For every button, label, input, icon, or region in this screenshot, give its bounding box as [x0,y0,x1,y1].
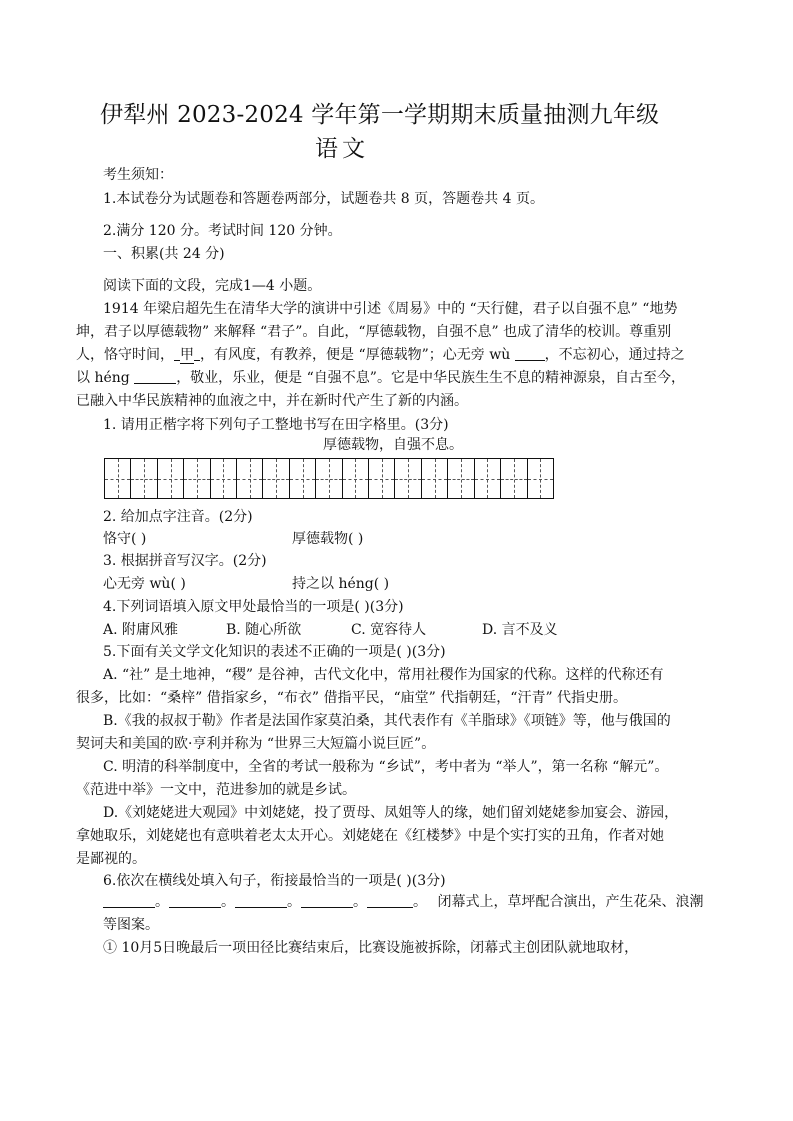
tianzige-cell[interactable] [395,459,421,498]
notice-item-1: 1.本试卷分为试题卷和答题卷两部分，试题卷共 8 页，答题卷共 4 页。 [103,191,544,207]
tianzige-cell[interactable] [501,459,527,498]
question-6-item-1: ① 10月5日晚最后一项田径比赛结束后，比赛设施被拆除，闭幕式主创团队就地取材， [103,940,639,956]
tianzige-cell[interactable] [211,459,237,498]
question-5-b-line-1: B.《我的叔叔于勒》作者是法国作家莫泊桑，其代表作有《羊脂球》《项链》等，他与俄国的 [103,713,671,729]
marker-jia: 甲 [180,347,194,363]
question-3: 3. 根据拼音写汉字。(2分) [103,553,267,569]
answer-blank[interactable] [103,893,155,908]
question-1-sentence: 厚德载物，自强不息。 [323,437,463,453]
answer-blank[interactable] [169,893,221,908]
answer-blank[interactable] [515,346,545,361]
question-2-b: 厚德载物( ) [292,531,364,547]
exam-title: 伊犁州 2023-2024 学年第一学期期末质量抽测九年级 [100,102,660,128]
passage-text: ，不忘初心，通过持之 [544,347,685,363]
passage-line-2: 坤，君子以厚德载物” 来解释 “君子”。自此，“厚德载物，自强不息” 也成了清华的校训。尊重别 [76,324,672,340]
question-5-d-line-3: 是鄙视的。 [76,851,146,867]
tianzige-cell[interactable] [105,459,131,498]
passage-line-5: 已融入中华民族精神的血液之中，并在新时代产生了新的内涵。 [76,393,468,409]
question-2-a: 恪守( ) [103,531,147,547]
answer-blank[interactable] [134,369,176,384]
passage-line-1: 1914 年梁启超先生在清华大学的演讲中引述《周易》中的 “天行健，君子以自强不息” “地势 [103,301,678,317]
tianzige-cell[interactable] [263,459,289,498]
question-5: 5.下面有关文学文化知识的表述不正确的一项是( )(3分) [103,644,446,660]
passage-line-4 [76,369,685,387]
question-1: 1. 请用正楷字将下列句子工整地书写在田字格里。(3分) [103,417,449,433]
passage-text: ，有风度，有教养，便是 “厚德载物”；心无旁 wù [200,347,515,363]
tianzige-cell[interactable] [528,459,553,498]
question-3-a: 心无旁 wù( ) [103,576,186,592]
tianzige-cell[interactable] [316,459,342,498]
section-heading: 一、积累(共 24 分) [103,246,225,262]
question-3-b: 持之以 héng( ) [292,576,390,592]
question-5-d-line-2: 拿她取乐，刘姥姥也有意哄着老太太开心。刘姥姥在《红楼梦》中是个实打实的丑角，作者对她 [76,828,664,844]
tianzige-cell[interactable] [369,459,395,498]
question-5-c-line-1: C. 明清的科举制度中，全省的考试一般称为 “乡试”，考中者为 “举人”，第一名称 “解元”。 [103,759,669,775]
question-4-option-b: B. 随心所欲 [226,622,302,638]
tianzige-cell[interactable] [131,459,157,498]
tianzige-cell[interactable] [448,459,474,498]
question-5-d-line-1: D.《刘姥姥进大观园》中刘姥姥，投了贾母、凤姐等人的缘，她们留刘姥姥参加宴会、游园， [103,805,679,821]
question-6-tail: 闭幕式上，草坪配合演出，产生花朵、浪潮 [437,894,704,910]
question-4-option-c: C. 宽容待人 [351,622,427,638]
tianzige-cell[interactable] [184,459,210,498]
passage-line-3 [76,346,685,364]
tianzige-cell[interactable] [237,459,263,498]
question-4-option-a: A. 附庸风雅 [103,622,179,638]
tianzige-cell[interactable] [343,459,369,498]
question-5-a-line-2: 很多，比如：“桑梓” 借指家乡，“布衣” 借指平民，“庙堂” 代指朝廷，“汗青” 代指史册。 [76,690,628,706]
passage-text: ，敬业，乐业，便是 “自强不息”。它是中华民族生生不息的精神源泉，自古至今， [176,370,685,386]
question-5-b-line-2: 契诃夫和美国的欧·亨利并称为 “世界三大短篇小说巨匠”。 [76,736,436,752]
question-5-a-line-1: A. “社” 是土地神，“稷” 是谷神，古代文化中，常用社稷作为国家的代称。这样的代称还有 [103,667,664,683]
answer-blank[interactable] [301,893,353,908]
subject-title: 语文 [315,136,369,162]
question-5-c-line-2: 《范进中举》一文中，范进参加的就是乡试。 [76,782,356,798]
passage-text: 以 héng [76,370,135,386]
notice-item-2: 2.满分 120 分。考试时间 120 分钟。 [103,223,342,239]
question-6-blanks: 。 。 。 。 。 闭幕式上，草坪配合演出，产生花朵、浪潮 [103,893,703,911]
notice-heading: 考生须知： [103,167,173,183]
question-4-option-d: D. 言不及义 [482,622,558,638]
tianzige-cell[interactable] [158,459,184,498]
answer-blank[interactable] [367,893,413,908]
tianzige-cell[interactable] [475,459,501,498]
question-6-tail-2: 等图案。 [103,917,159,933]
tianzige-grid[interactable] [104,458,554,499]
tianzige-cell[interactable] [290,459,316,498]
answer-blank[interactable] [235,893,287,908]
question-4: 4.下列词语填入原文甲处最恰当的一项是( )(3分) [103,599,404,615]
question-2: 2. 给加点字注音。(2分) [103,509,253,525]
question-6: 6.依次在横线处填入句子，衔接最恰当的一项是( )(3分) [103,873,446,889]
passage-intro: 阅读下面的文段，完成1—4 小题。 [103,278,322,294]
passage-text: 人，恪守时间， [76,347,174,363]
tianzige-cell[interactable] [422,459,448,498]
